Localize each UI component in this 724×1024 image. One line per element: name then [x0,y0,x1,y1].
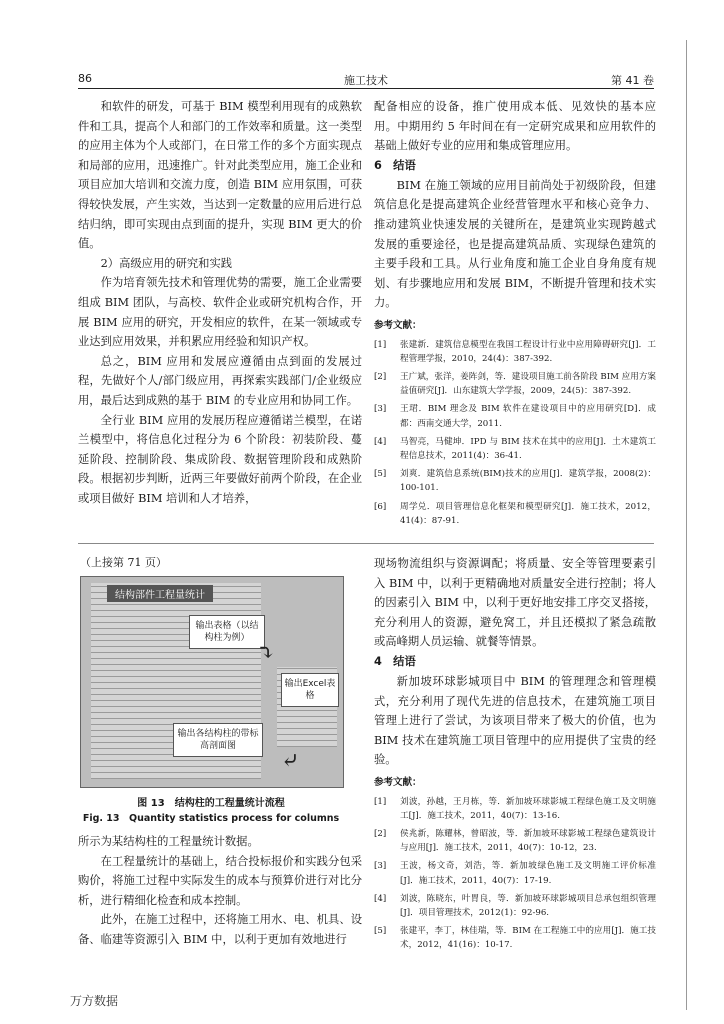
watermark: 万方数据 [70,994,119,1008]
reference-item: [2] 王广斌，张洋，姜阵剑，等．建设项目施工前各阶段 BIM 应用方案益值研究[J]．山东建筑大学学报，2009，24(5)：387-392. [374,371,657,397]
figure-caption-cn: 图 13 结构柱的工程量统计流程 [137,798,285,809]
page-number: 86 [78,72,92,85]
references-heading: 参考文献： [374,319,422,331]
reference-item: [1] 刘波，孙越，王月栋，等．新加坡环球影城工程绿色施工及文明施工[J]．施工技术，2011，40(7)：13-16. [374,796,656,821]
right-column-top [374,97,656,532]
volume-label: 第 41 卷 [611,74,654,87]
reference-item: [3] 王珺．BIM 理念及 BIM 软件在建设项目中的应用研究[D]．成都：西南交通大学，2011. [374,404,656,429]
figure-sheet-title: 结构部件工程量统计 [107,585,213,602]
section-heading-conclusion: 6 结语 [374,158,416,172]
reference-item: [5] 张建平，李丁，林佳瑞，等．BIM 在工程施工中的应用[J]．施工技术，2012，41(16)：10-17. [374,926,656,951]
paragraph: 配备相应的设备，推广使用成本低、见效快的基本应用。中期用约 5 年时间在有一定研究成果和应用软件的基础上做好专业的应用和集成管理应用。 [374,100,656,153]
references-heading: 参考文献： [374,776,422,788]
reference-item: [3] 王波，杨文奇，刘浩，等．新加坡绿色施工及文明施工评价标准[J]．施工技术，2011，40(7)：17-19. [374,861,656,886]
figure-callout-excel: 输出Excel表格 [281,673,339,707]
right-column-bottom [374,554,656,957]
paragraph: 所示为某结构柱的工程量统计数据。 [78,835,259,848]
journal-title: 施工技术 [344,74,388,87]
reference-item: [4] 刘波，陈晓东，叶胃良，等．新加坡环球影城项目总承包组织管理[J]．项目管理技术，2012(1)：92-96. [374,893,656,918]
continued-note: （上接第 71 页） [80,556,167,569]
section-heading-conclusion: 4 结语 [374,654,416,668]
section-divider [78,543,654,544]
paragraph: 全行业 BIM 应用的发展历程应遵循诺兰模型，在诺兰模型中，将信息化过程分为 6 个阶段：初装阶段、蔓延阶段、控制阶段、集成阶段、数据管理阶段和成熟阶段。根据初步判断，近两三年要做好前两个阶段，在企业或项目做好 BIM 培训和人才培养， [78,413,362,505]
reference-item: [2] 侯兆新，陈耀林，曾昭波，等．新加坡环球影城工程绿色建筑设计与应用[J]．施工技术，2011，40(7)：10-12，23. [374,828,656,854]
reference-item: [1] 张建新．建筑信息模型在我国工程设计行业中应用障碍研究[J]．工程管理学报，2010，24(4)：387-392. [374,339,656,364]
left-column-top [78,97,362,508]
curved-arrow-icon: ⤶ [281,749,300,774]
left-column-bottom [78,832,362,950]
figure-caption-en: Fig. 13 Quantity statistics process for columns [82,813,340,824]
paragraph: 现场物流组织与资源调配；将质量、安全等管理要素引入 BIM 中，以利于更精确地对质量安全进行控制；将人的因素引入 BIM 中，以利于更好地安排工序交叉搭接，充分利用人的资源，避免窝工，并且还模拟了紧急疏散或高峰期人员运输、就餐等情景。 [374,557,656,649]
paragraph: 此外，在施工过程中，还将施工用水、电、机具、设备、临建等资源引入 BIM 中，以利于更加有效地进行 [78,913,362,946]
page-edge-line [686,40,687,1010]
paragraph: 总之，BIM 应用和发展应遵循由点到面的发展过程，先做好个人/部门级应用，再探索实践部门/企业级应用，最后达到成熟的基于 BIM 的专业应用和协同工作。 [78,354,362,407]
curved-arrow-icon: ⤵ [257,641,276,666]
references-list [374,338,656,528]
paragraph: 在工程量统计的基础上，结合投标报价和实践分包采购价，将施工过程中实际发生的成本与预算价进行对比分析，进行精细化检查和成本控制。 [78,854,362,907]
paragraph: 作为培育领先技术和管理优势的需要，施工企业需要组成 BIM 团队，与高校、软件企业或研究机构合作，开展 BIM 应用的研究，开发相应的软件，在某一领域或专业达到应用效果，并积累应用经验和知识产权。 [78,276,362,349]
references-list [374,795,656,953]
figure-13 [80,576,344,788]
reference-item: [4] 马智亮，马健坤．IPD 与 BIM 技术在其中的应用[J]．土木建筑工程信息技术，2011(4)：36-41. [374,436,656,461]
paragraph: 新加坡环球影城项目中 BIM 的管理理念和管理模式，充分利用了现代先进的信息技术，在建筑施工项目管理上进行了尝试，为该项目带来了极大的价值，也为 BIM 技术在建筑施工项目管理中的应用提供了宝贵的经验。 [374,674,656,767]
reference-item: [6] 周学兑．项目管理信息化框架和模型研究[J]．施工技术，2012，41(4)：87-91. [374,501,656,526]
figure-callout-table: 输出表格（以结构柱为例） [189,615,265,649]
page-header [78,70,654,89]
paragraph: BIM 在施工领域的应用目前尚处于初级阶段，但建筑信息化是提高建筑企业经营管理水平和核心竞争力、推动建筑业快速发展的关键所在，是建筑业实现跨越式发展的重要途径，也是提高建筑品质、实现绿色建筑的主要手段和工具。从行业角度和施工企业自身角度有规划、有步骤地应用和发展 BIM，不断提升管理和技术实力。 [374,178,656,310]
figure-callout-section: 输出各结构柱的带标高剖面图 [173,723,263,757]
reference-item: [5] 刘爽．建筑信息系统(BIM)技术的应用[J]．建筑学报，2008(2)：100-101. [374,469,656,494]
subheading: 2）高级应用的研究和实践 [100,256,233,270]
paragraph: 和软件的研发，可基于 BIM 模型利用现有的成熟软件和工具，提高个人和部门的工作效率和质量。这一类型的应用主体为个人或部门，在日常工作的多个方面实现点和局部的应用，迅速推广。针对此类型应用，施工企业和项目应加大培训和交流力度，创造 BIM 应用氛围，可获得较快发展，产生实效，当达到一定数量的应用后进行总结归纳，即可实现由点到面的提升，实现 BIM 更大的价值。 [78,100,362,251]
